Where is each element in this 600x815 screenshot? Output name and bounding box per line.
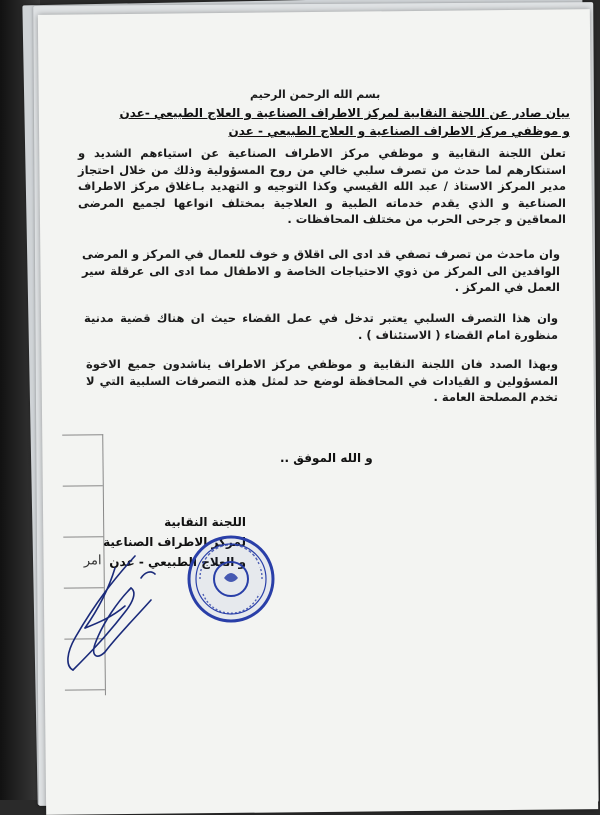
signature-line-1: اللجنة النقابية <box>164 515 246 529</box>
signature-line-3: و العلاج الطبيعي - عدن <box>109 555 246 569</box>
paragraph-3: وان هذا التصرف السلبي يعتبر تدخل في عمل القضاء حيث ان هناك قضية مدنية منظورة امام القضاء ( الاستئناف ) . <box>84 311 558 342</box>
handwritten-signature-icon <box>55 548 165 688</box>
paragraph-1: تعلن اللجنة النقابية و موظفي مركز الاطراف الصناعية عن استياءهم الشديد و استنكارهم لما حدث من تصرف سلبي خالي من روح المسؤولية وذلك من خلال احتجاز مدير المركز الاستاذ / عبد الله القيسي وكذا التوجيه و التهديد بـاغلاق مركز الاطراف الصناعية و الذي يقدم خدماته الطبية و العلاجية بمختلف انواعها لجميع المرضى المعاقين و جرحى الحرب من مختلف المحافظات . <box>78 146 566 226</box>
paragraph-4: وبهذا الصدد فان اللجنة النقابية و موظفي مركز الاطراف يناشدون جميع الاخوة المسؤولين و القيادات في المحافظة لوضع حد لمثل هذه التصرفات السلبية التي لا تخدم المصلحة العامة . <box>86 357 558 404</box>
paragraph-2: وان ماحدث من تصرف تصفي قد ادى الى اقلاق و خوف للعمال في المركز و المرضى الوافدين الى المركز من ذوي الاحتياجات الخاصة و الاطفال مما ادى الى عرقلة سير العمل في المركز . <box>82 247 560 294</box>
statement-title-line-1: بيان صادر عن اللجنة النقابية لمركز الاطراف الصناعية و العلاج الطبيعي -عدن <box>119 106 570 120</box>
official-stamp-icon <box>186 534 276 624</box>
signature-line-2: لمركز الاطراف الصناعية <box>103 535 246 549</box>
closing-phrase: و الله الموفق .. <box>280 451 373 465</box>
basmala: بسم الله الرحمن الرحيم <box>250 88 381 101</box>
partial-form-text: امر <box>83 553 102 569</box>
statement-title-line-2: و موظفي مركز الاطراف الصناعية و العلاج الطبيعي - عدن <box>228 124 570 138</box>
